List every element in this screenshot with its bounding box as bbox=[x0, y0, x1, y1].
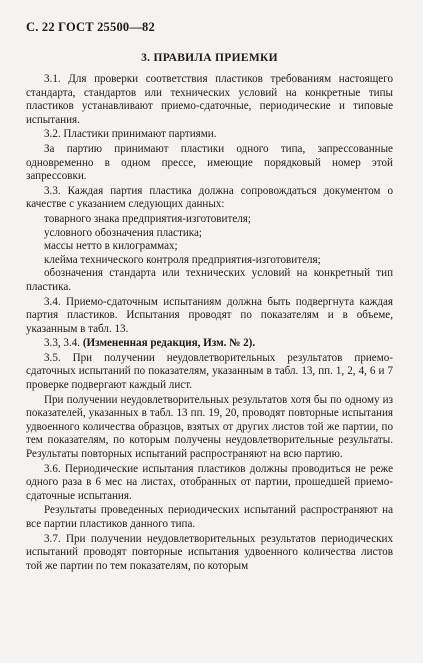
paragraph-3-5: 3.5. При получении неудовлетворительных результатов приемо-сдаточных испытаний по показателям, указанным в табл. 13, пп. 1, 2, 4, 6 и 7 проверке подвергают каждый лист. bbox=[26, 351, 393, 392]
page-header: С. 22 ГОСТ 25500—82 bbox=[26, 20, 155, 34]
paragraph-amendment bbox=[26, 337, 393, 351]
paragraph-3-4: 3.4. Приемо-сдаточным испытаниям должна быть подвергнута каждая партия пластиков. Испытания проводят по показателям и в объеме, указанным в табл. 13. bbox=[26, 295, 393, 335]
section-title: 3. ПРАВИЛА ПРИЕМКИ bbox=[141, 52, 278, 64]
amendment-note: (Измененная редакция, Изм. № 2). bbox=[82, 337, 256, 350]
paragraph-3-2: 3.2. Пластики принимают партиями. bbox=[44, 128, 217, 141]
paragraph-lot-definition: За партию принимают пластики одного типа, запрессованные одновременно в одном прессе, имеющие порядковый номер этой запрессовки. bbox=[26, 142, 393, 183]
paragraph-3-7: 3.7. При получении неудовлетворительных результатов периодических испытаний проводят повторные испытания удвоенного количества листов той же партии по тем показателям, по которым bbox=[26, 532, 393, 572]
list-item: условного обозначения пластика; bbox=[44, 226, 202, 239]
paragraph-3-3: 3.3. Каждая партия пластика должна сопровождаться документом о качестве с указанием следующих данных: bbox=[26, 184, 393, 211]
list-item: массы нетто в килограммах; bbox=[44, 240, 178, 253]
paragraph-3-1: 3.1. Для проверки соответствия пластиков требованиям настоящего стандарта, стандартов или технических условий на конкретные типы пластиков устанавливают приемо-сдаточные, периодические и типовые испытания. bbox=[26, 73, 393, 126]
list-item: товарного знака предприятия-изготовителя; bbox=[44, 212, 251, 225]
document-body bbox=[26, 73, 393, 573]
list-item-last: обозначения стандарта или технических условий на конкретный тип пластика. bbox=[26, 267, 393, 293]
paragraph-3-6: 3.6. Периодические испытания пластиков должны проводиться не реже одного раза в 6 мес на листах, отобранных от партии, прошедшей приемо-сдаточные испытания. bbox=[26, 462, 393, 502]
paragraph-repeat-tests: При получении неудовлетворительных результатов хотя бы по одному из показателей, указанных в табл. 13 пп. 19, 20, проводят повторные испытания удвоенного количества образцов, взятых от других листов той же партии, по тем показателям, по которым получены неудовлетворительные результаты. Результаты повторных испытаний распространяют на всю партию. bbox=[26, 393, 393, 461]
paragraph-periodic-results: Результаты проведенных периодических испытаний распространяют на все партии пластиков данного типа. bbox=[26, 504, 393, 530]
list-item: клейма технического контроля предприятия-изготовителя; bbox=[44, 253, 321, 266]
amendment-prefix: 3.3, 3.4. bbox=[44, 337, 83, 350]
